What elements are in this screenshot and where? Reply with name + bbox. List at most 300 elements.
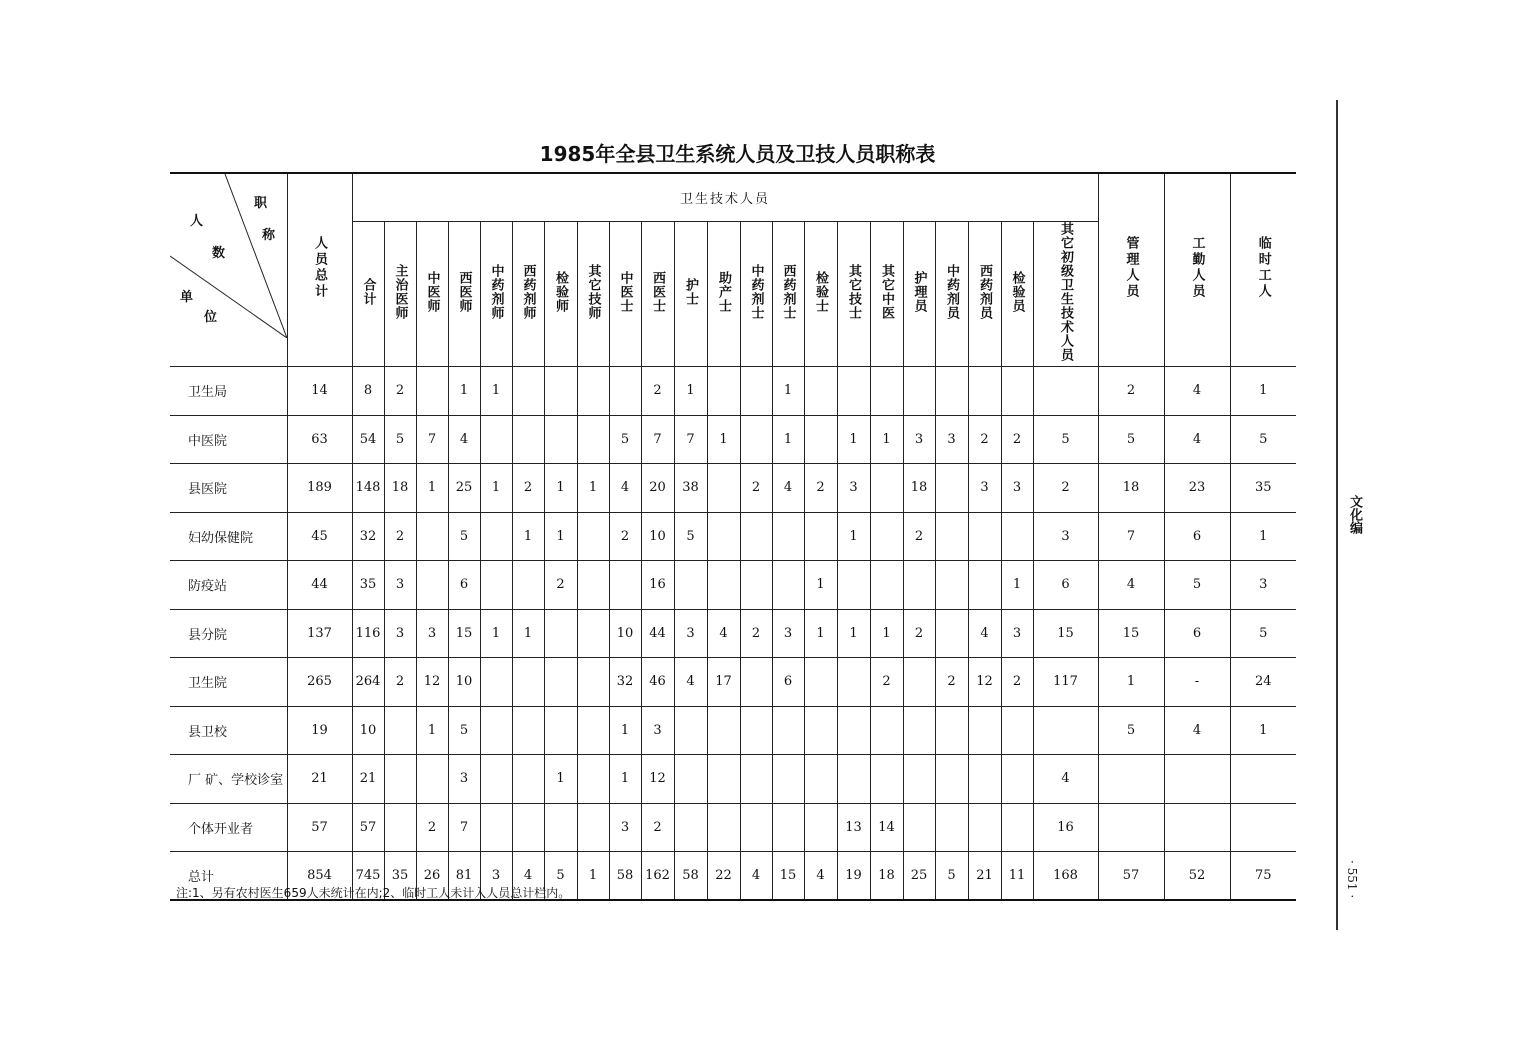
corner-diagonals bbox=[170, 174, 287, 338]
value-cell bbox=[870, 512, 903, 561]
value-cell bbox=[384, 755, 416, 804]
value-cell: 2 bbox=[740, 609, 772, 658]
value-cell bbox=[544, 706, 577, 755]
header-tech-column: 护士 bbox=[674, 222, 707, 367]
value-cell: 4 bbox=[804, 852, 837, 901]
value-cell: 265 bbox=[287, 658, 352, 707]
value-cell: 3 bbox=[1001, 609, 1033, 658]
value-cell: 1 bbox=[1098, 658, 1164, 707]
header-tech-column: 西药剂士 bbox=[772, 222, 804, 367]
value-cell bbox=[772, 755, 804, 804]
value-cell bbox=[707, 803, 740, 852]
value-cell: 75 bbox=[1230, 852, 1296, 901]
value-cell bbox=[740, 755, 772, 804]
value-cell bbox=[804, 803, 837, 852]
value-cell: 148 bbox=[352, 464, 384, 513]
value-cell bbox=[577, 803, 609, 852]
value-cell: 5 bbox=[935, 852, 968, 901]
value-cell bbox=[1001, 512, 1033, 561]
value-cell bbox=[416, 755, 448, 804]
value-cell bbox=[577, 512, 609, 561]
table-row bbox=[170, 464, 1296, 513]
value-cell bbox=[384, 803, 416, 852]
table-row bbox=[170, 803, 1296, 852]
value-cell: 5 bbox=[544, 852, 577, 901]
value-cell: 3 bbox=[1033, 512, 1098, 561]
value-cell: 45 bbox=[287, 512, 352, 561]
header-tech-column: 中药剂士 bbox=[740, 222, 772, 367]
value-cell: 1 bbox=[870, 415, 903, 464]
value-cell bbox=[740, 367, 772, 416]
value-cell: 1 bbox=[416, 464, 448, 513]
value-cell: 7 bbox=[674, 415, 707, 464]
unit-name-cell: 防疫站 bbox=[170, 561, 287, 610]
value-cell: 35 bbox=[384, 852, 416, 901]
value-cell: 1 bbox=[804, 609, 837, 658]
value-cell bbox=[870, 464, 903, 513]
table-body bbox=[170, 367, 1296, 901]
header-tech-column: 中药剂员 bbox=[935, 222, 968, 367]
value-cell: 1 bbox=[707, 415, 740, 464]
value-cell bbox=[1164, 803, 1230, 852]
value-cell: 2 bbox=[384, 367, 416, 416]
section-label: 文化编 bbox=[1347, 495, 1362, 534]
value-cell bbox=[837, 755, 870, 804]
value-cell bbox=[1098, 755, 1164, 804]
value-cell: 1 bbox=[544, 512, 577, 561]
value-cell bbox=[707, 561, 740, 610]
value-cell: 81 bbox=[448, 852, 480, 901]
corner-label-wei: 位 bbox=[204, 310, 218, 325]
value-cell bbox=[935, 803, 968, 852]
value-cell bbox=[837, 561, 870, 610]
header-tech-column: 护理员 bbox=[903, 222, 935, 367]
value-cell bbox=[674, 561, 707, 610]
value-cell bbox=[577, 609, 609, 658]
value-cell bbox=[804, 755, 837, 804]
value-cell: 57 bbox=[352, 803, 384, 852]
value-cell bbox=[674, 803, 707, 852]
value-cell bbox=[480, 803, 512, 852]
value-cell: 18 bbox=[384, 464, 416, 513]
table-row bbox=[170, 706, 1296, 755]
value-cell: 3 bbox=[384, 609, 416, 658]
value-cell: 264 bbox=[352, 658, 384, 707]
staff-table bbox=[170, 172, 1296, 901]
value-cell bbox=[740, 561, 772, 610]
value-cell: 3 bbox=[772, 609, 804, 658]
value-cell bbox=[384, 706, 416, 755]
value-cell bbox=[512, 706, 544, 755]
value-cell bbox=[740, 512, 772, 561]
value-cell bbox=[968, 803, 1001, 852]
value-cell bbox=[804, 415, 837, 464]
header-tech-column: 中医士 bbox=[609, 222, 641, 367]
value-cell: 2 bbox=[512, 464, 544, 513]
value-cell: 58 bbox=[674, 852, 707, 901]
value-cell: 2 bbox=[1001, 415, 1033, 464]
value-cell: 57 bbox=[287, 803, 352, 852]
value-cell bbox=[707, 512, 740, 561]
header-tech-column: 其它技师 bbox=[577, 222, 609, 367]
value-cell bbox=[968, 512, 1001, 561]
value-cell bbox=[707, 367, 740, 416]
value-cell: 3 bbox=[1001, 464, 1033, 513]
table-row bbox=[170, 415, 1296, 464]
corner-label-shu: 数 bbox=[212, 246, 226, 261]
value-cell bbox=[772, 512, 804, 561]
corner-label-dan: 单 bbox=[180, 290, 194, 305]
value-cell: 63 bbox=[287, 415, 352, 464]
header-tech-column: 其它技士 bbox=[837, 222, 870, 367]
header-tech-column: 其它中医 bbox=[870, 222, 903, 367]
value-cell: 4 bbox=[1164, 415, 1230, 464]
value-cell: 17 bbox=[707, 658, 740, 707]
value-cell bbox=[577, 367, 609, 416]
unit-name-cell: 中医院 bbox=[170, 415, 287, 464]
value-cell: 7 bbox=[416, 415, 448, 464]
value-cell bbox=[1230, 755, 1296, 804]
value-cell: 4 bbox=[772, 464, 804, 513]
value-cell: 6 bbox=[772, 658, 804, 707]
value-cell bbox=[1164, 755, 1230, 804]
value-cell: 1 bbox=[577, 464, 609, 513]
value-cell bbox=[870, 367, 903, 416]
value-cell bbox=[772, 803, 804, 852]
value-cell bbox=[837, 367, 870, 416]
value-cell: 3 bbox=[416, 609, 448, 658]
value-cell: 137 bbox=[287, 609, 352, 658]
value-cell bbox=[544, 609, 577, 658]
value-cell bbox=[577, 415, 609, 464]
value-cell bbox=[903, 658, 935, 707]
value-cell: 3 bbox=[448, 755, 480, 804]
value-cell bbox=[577, 706, 609, 755]
value-cell: 52 bbox=[1164, 852, 1230, 901]
value-cell: 15 bbox=[1033, 609, 1098, 658]
unit-name-cell: 县医院 bbox=[170, 464, 287, 513]
value-cell bbox=[740, 658, 772, 707]
value-cell: 5 bbox=[1098, 706, 1164, 755]
value-cell bbox=[804, 512, 837, 561]
value-cell: 5 bbox=[609, 415, 641, 464]
header-health-tech-group: 卫生技术人员 bbox=[352, 173, 1098, 222]
table-row bbox=[170, 609, 1296, 658]
value-cell bbox=[512, 367, 544, 416]
header-tech-column: 其它初级卫生技术人员 bbox=[1033, 222, 1098, 367]
value-cell bbox=[544, 658, 577, 707]
value-cell: 3 bbox=[641, 706, 674, 755]
header-total-staff: 人员总计 bbox=[287, 173, 352, 367]
value-cell: 2 bbox=[740, 464, 772, 513]
value-cell: 10 bbox=[609, 609, 641, 658]
value-cell: 26 bbox=[416, 852, 448, 901]
value-cell: 44 bbox=[287, 561, 352, 610]
value-cell: 2 bbox=[641, 367, 674, 416]
value-cell bbox=[968, 561, 1001, 610]
value-cell: 4 bbox=[512, 852, 544, 901]
corner-label-cheng: 称 bbox=[262, 228, 276, 243]
value-cell bbox=[480, 755, 512, 804]
value-cell: 3 bbox=[384, 561, 416, 610]
value-cell: 5 bbox=[448, 706, 480, 755]
value-cell: 1 bbox=[448, 367, 480, 416]
value-cell bbox=[1001, 803, 1033, 852]
header-tech-column: 助产士 bbox=[707, 222, 740, 367]
value-cell: 1 bbox=[544, 755, 577, 804]
value-cell: 1 bbox=[480, 609, 512, 658]
value-cell bbox=[740, 706, 772, 755]
value-cell: 162 bbox=[641, 852, 674, 901]
value-cell: 1 bbox=[609, 706, 641, 755]
value-cell bbox=[544, 415, 577, 464]
value-cell: 5 bbox=[1164, 561, 1230, 610]
value-cell: 7 bbox=[641, 415, 674, 464]
value-cell bbox=[1033, 706, 1098, 755]
value-cell bbox=[903, 367, 935, 416]
value-cell: 57 bbox=[1098, 852, 1164, 901]
value-cell: 22 bbox=[707, 852, 740, 901]
value-cell: 2 bbox=[903, 609, 935, 658]
value-cell: 2 bbox=[609, 512, 641, 561]
unit-name-cell: 卫生局 bbox=[170, 367, 287, 416]
value-cell: 16 bbox=[1033, 803, 1098, 852]
value-cell: 1 bbox=[577, 852, 609, 901]
value-cell bbox=[1001, 706, 1033, 755]
value-cell bbox=[1098, 803, 1164, 852]
value-cell: 4 bbox=[968, 609, 1001, 658]
value-cell bbox=[935, 609, 968, 658]
value-cell: 1 bbox=[544, 464, 577, 513]
value-cell: 1 bbox=[772, 367, 804, 416]
value-cell bbox=[609, 561, 641, 610]
value-cell bbox=[416, 512, 448, 561]
value-cell: 1 bbox=[674, 367, 707, 416]
value-cell: 19 bbox=[837, 852, 870, 901]
value-cell: 10 bbox=[448, 658, 480, 707]
value-cell: 1 bbox=[1230, 512, 1296, 561]
value-cell: 18 bbox=[1098, 464, 1164, 513]
value-cell: 14 bbox=[870, 803, 903, 852]
value-cell bbox=[740, 803, 772, 852]
value-cell: 3 bbox=[674, 609, 707, 658]
value-cell: 18 bbox=[870, 852, 903, 901]
value-cell: 4 bbox=[707, 609, 740, 658]
value-cell: 5 bbox=[1230, 415, 1296, 464]
value-cell bbox=[674, 755, 707, 804]
unit-name-cell: 卫生院 bbox=[170, 658, 287, 707]
table-row bbox=[170, 755, 1296, 804]
value-cell: 3 bbox=[837, 464, 870, 513]
value-cell: 4 bbox=[1164, 706, 1230, 755]
header-tech-column: 西药剂师 bbox=[512, 222, 544, 367]
header-tech-column: 检验士 bbox=[804, 222, 837, 367]
value-cell: 5 bbox=[384, 415, 416, 464]
margin-rule bbox=[1336, 100, 1338, 930]
value-cell: 1 bbox=[837, 415, 870, 464]
value-cell bbox=[935, 464, 968, 513]
value-cell bbox=[740, 415, 772, 464]
value-cell bbox=[772, 561, 804, 610]
value-cell bbox=[512, 658, 544, 707]
value-cell: 12 bbox=[968, 658, 1001, 707]
value-cell bbox=[837, 658, 870, 707]
value-cell: 745 bbox=[352, 852, 384, 901]
value-cell: 3 bbox=[935, 415, 968, 464]
value-cell: - bbox=[1164, 658, 1230, 707]
value-cell: 2 bbox=[1033, 464, 1098, 513]
table-row bbox=[170, 658, 1296, 707]
value-cell bbox=[480, 706, 512, 755]
value-cell: 7 bbox=[448, 803, 480, 852]
corner-label-zhi: 职 bbox=[254, 196, 268, 211]
corner-label-ren: 人 bbox=[190, 214, 204, 229]
value-cell bbox=[1230, 803, 1296, 852]
value-cell bbox=[870, 706, 903, 755]
value-cell bbox=[935, 367, 968, 416]
value-cell: 2 bbox=[804, 464, 837, 513]
value-cell: 4 bbox=[674, 658, 707, 707]
value-cell: 23 bbox=[1164, 464, 1230, 513]
value-cell: 6 bbox=[448, 561, 480, 610]
value-cell: 12 bbox=[416, 658, 448, 707]
value-cell bbox=[577, 755, 609, 804]
value-cell: 2 bbox=[968, 415, 1001, 464]
value-cell: 19 bbox=[287, 706, 352, 755]
table-row bbox=[170, 367, 1296, 416]
value-cell bbox=[512, 561, 544, 610]
header-management: 管理人员 bbox=[1098, 173, 1164, 367]
value-cell bbox=[1001, 755, 1033, 804]
value-cell: 10 bbox=[641, 512, 674, 561]
value-cell: 1 bbox=[480, 367, 512, 416]
value-cell: 20 bbox=[641, 464, 674, 513]
value-cell: 2 bbox=[384, 512, 416, 561]
table-title: 1985年全县卫生系统人员及卫技人员职称表 bbox=[539, 142, 936, 166]
value-cell bbox=[968, 755, 1001, 804]
value-cell: 18 bbox=[903, 464, 935, 513]
value-cell: 21 bbox=[968, 852, 1001, 901]
value-cell bbox=[935, 755, 968, 804]
value-cell: 2 bbox=[416, 803, 448, 852]
value-cell: 16 bbox=[641, 561, 674, 610]
footnote: 注:1、另有农村医生659人未统计在内;2、临时工人未计入人员总计栏内。 bbox=[176, 886, 571, 900]
value-cell: 2 bbox=[1098, 367, 1164, 416]
value-cell bbox=[804, 658, 837, 707]
value-cell: 1 bbox=[1001, 561, 1033, 610]
value-cell: 25 bbox=[903, 852, 935, 901]
value-cell: 4 bbox=[740, 852, 772, 901]
value-cell: 168 bbox=[1033, 852, 1098, 901]
value-cell: 1 bbox=[837, 512, 870, 561]
value-cell bbox=[416, 561, 448, 610]
unit-name-cell: 妇幼保健院 bbox=[170, 512, 287, 561]
unit-name-cell: 县卫校 bbox=[170, 706, 287, 755]
value-cell: 58 bbox=[609, 852, 641, 901]
unit-name-cell: 总计 bbox=[170, 852, 287, 901]
value-cell: 1 bbox=[870, 609, 903, 658]
value-cell: 3 bbox=[968, 464, 1001, 513]
value-cell: 5 bbox=[674, 512, 707, 561]
value-cell: 12 bbox=[641, 755, 674, 804]
value-cell: 1 bbox=[804, 561, 837, 610]
value-cell: 6 bbox=[1164, 512, 1230, 561]
header-tech-column: 检验师 bbox=[544, 222, 577, 367]
value-cell: 3 bbox=[903, 415, 935, 464]
value-cell: 7 bbox=[1098, 512, 1164, 561]
value-cell bbox=[935, 706, 968, 755]
value-cell: 2 bbox=[870, 658, 903, 707]
value-cell bbox=[935, 512, 968, 561]
value-cell bbox=[903, 755, 935, 804]
value-cell bbox=[544, 367, 577, 416]
value-cell: 2 bbox=[1001, 658, 1033, 707]
value-cell bbox=[804, 367, 837, 416]
value-cell bbox=[544, 803, 577, 852]
header-tech-column: 西医师 bbox=[448, 222, 480, 367]
value-cell: 32 bbox=[609, 658, 641, 707]
value-cell: 189 bbox=[287, 464, 352, 513]
value-cell: 14 bbox=[287, 367, 352, 416]
value-cell: 2 bbox=[935, 658, 968, 707]
value-cell bbox=[837, 706, 870, 755]
value-cell bbox=[577, 658, 609, 707]
value-cell: 5 bbox=[1098, 415, 1164, 464]
value-cell: 11 bbox=[1001, 852, 1033, 901]
header-tech-column: 西医士 bbox=[641, 222, 674, 367]
header-tech-column: 检验员 bbox=[1001, 222, 1033, 367]
value-cell: 6 bbox=[1033, 561, 1098, 610]
value-cell: 2 bbox=[384, 658, 416, 707]
value-cell: 3 bbox=[1230, 561, 1296, 610]
header-tech-column: 合计 bbox=[352, 222, 384, 367]
page-number: · 551 · bbox=[1345, 860, 1359, 899]
corner-header-cell bbox=[170, 173, 287, 367]
value-cell bbox=[968, 706, 1001, 755]
value-cell: 1 bbox=[837, 609, 870, 658]
value-cell bbox=[1001, 367, 1033, 416]
value-cell: 4 bbox=[1033, 755, 1098, 804]
value-cell: 1 bbox=[772, 415, 804, 464]
value-cell: 15 bbox=[448, 609, 480, 658]
value-cell: 116 bbox=[352, 609, 384, 658]
value-cell bbox=[903, 561, 935, 610]
value-cell: 5 bbox=[448, 512, 480, 561]
value-cell: 54 bbox=[352, 415, 384, 464]
value-cell bbox=[512, 415, 544, 464]
value-cell: 10 bbox=[352, 706, 384, 755]
value-cell: 5 bbox=[1033, 415, 1098, 464]
value-cell: 35 bbox=[352, 561, 384, 610]
value-cell: 35 bbox=[1230, 464, 1296, 513]
value-cell bbox=[480, 512, 512, 561]
unit-name-cell: 县分院 bbox=[170, 609, 287, 658]
header-tech-column: 主治医师 bbox=[384, 222, 416, 367]
value-cell bbox=[707, 706, 740, 755]
header-tech-column: 西药剂员 bbox=[968, 222, 1001, 367]
value-cell: 8 bbox=[352, 367, 384, 416]
value-cell bbox=[870, 561, 903, 610]
value-cell bbox=[577, 561, 609, 610]
value-cell: 15 bbox=[772, 852, 804, 901]
value-cell: 854 bbox=[287, 852, 352, 901]
value-cell bbox=[903, 706, 935, 755]
value-cell: 2 bbox=[903, 512, 935, 561]
value-cell bbox=[416, 367, 448, 416]
value-cell: 15 bbox=[1098, 609, 1164, 658]
value-cell: 117 bbox=[1033, 658, 1098, 707]
value-cell bbox=[935, 561, 968, 610]
